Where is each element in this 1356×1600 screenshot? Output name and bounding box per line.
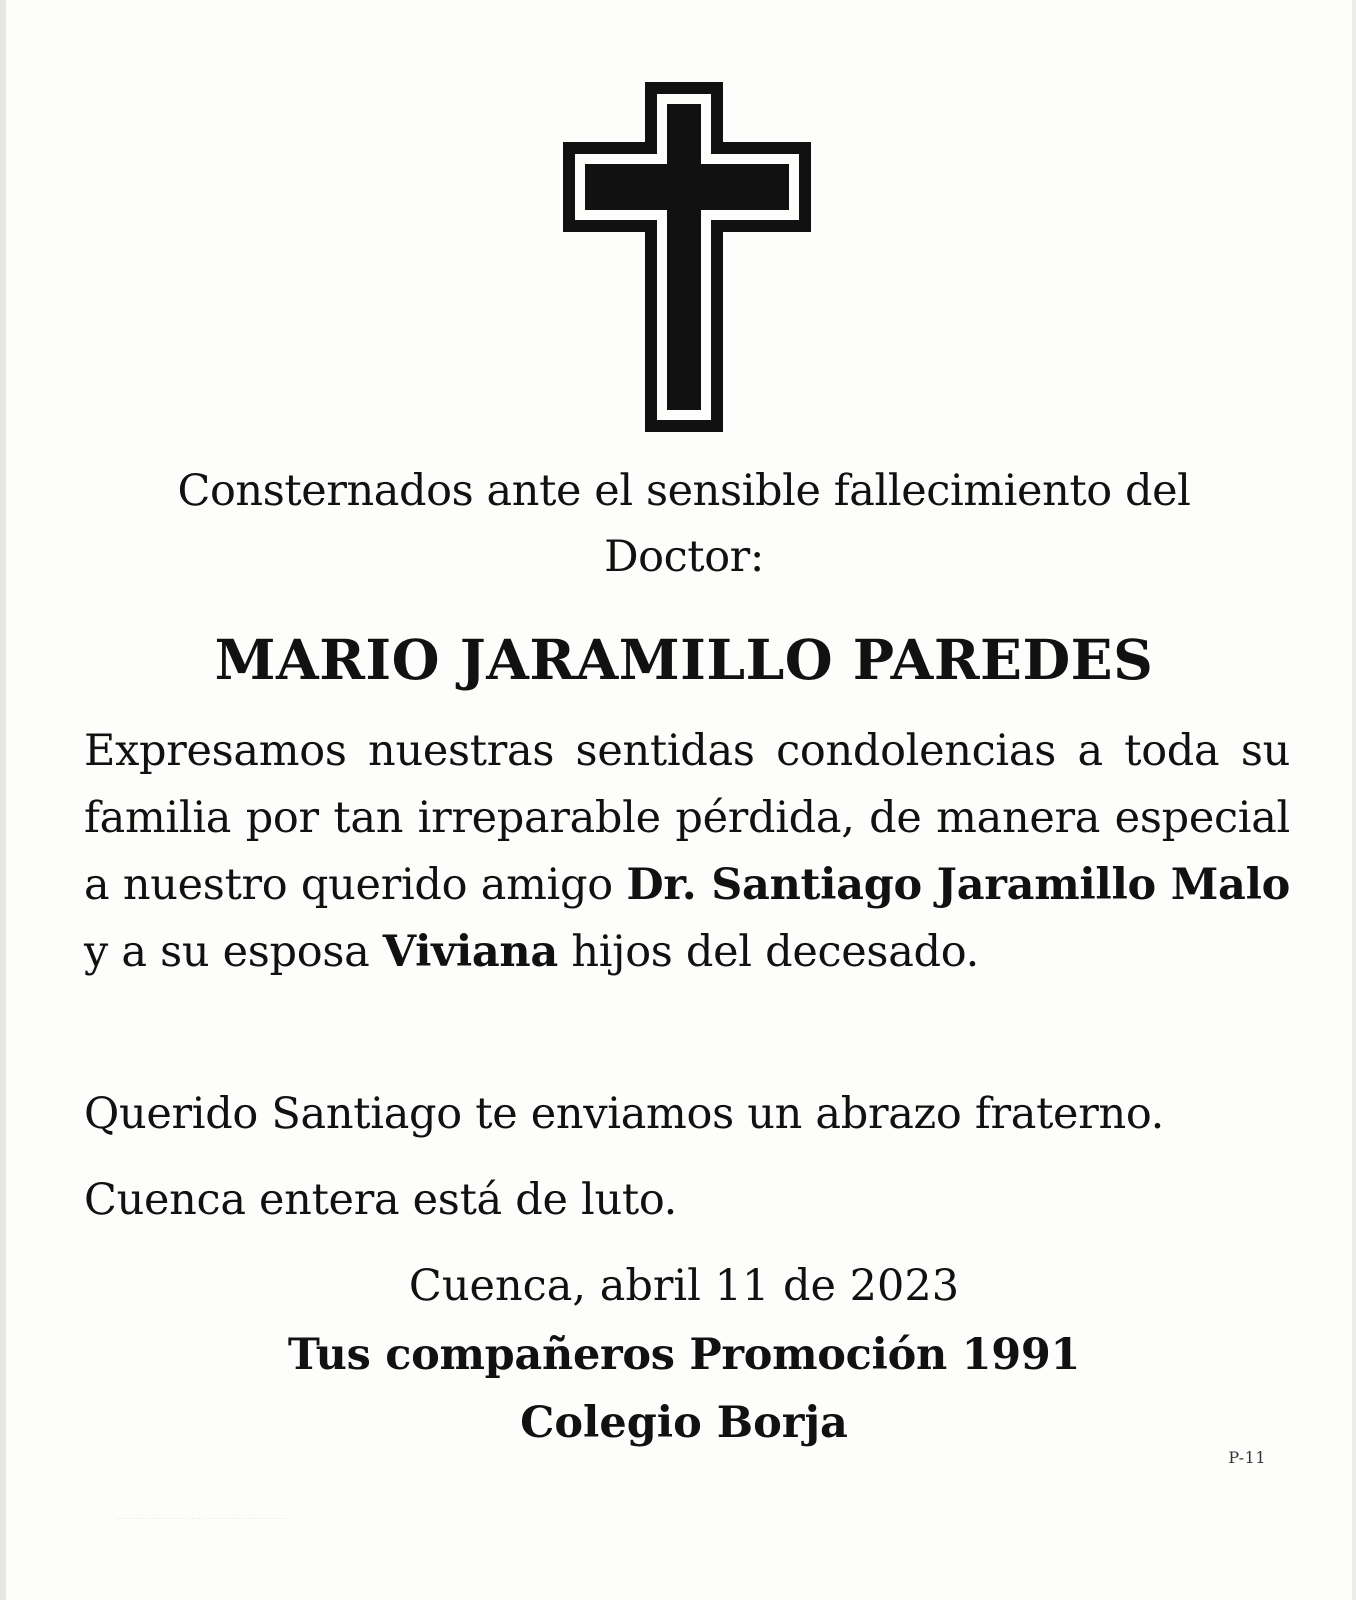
paragraph-bold-name-2: Viviana xyxy=(382,927,558,977)
message-line-1: Querido Santiago te enviamos un abrazo fraterno. xyxy=(84,1089,1165,1139)
message-line-2: Cuenca entera está de luto. xyxy=(84,1175,678,1225)
signature-line-1: Tus compañeros Promoción 1991 xyxy=(287,1330,1081,1380)
print-artifact xyxy=(116,1480,286,1519)
date-line: Cuenca, abril 11 de 2023 xyxy=(408,1261,960,1311)
intro-line-2: Doctor: xyxy=(604,532,764,582)
signature-line-2: Colegio Borja xyxy=(520,1398,848,1448)
paragraph-text-1: Expresamos nuestras sentidas condolencias a toda su familia por tan irreparable pérdida, de manera especial a nuestro querido amigo xyxy=(84,726,1290,910)
deceased-name: MARIO JARAMILLO PAREDES xyxy=(214,627,1154,692)
paragraph-bold-name-1: Dr. Santiago Jaramillo Malo xyxy=(626,860,1290,910)
paragraph-text-2: y a su esposa xyxy=(84,927,383,977)
intro-line-1: Consternados ante el sensible fallecimiento del xyxy=(177,466,1191,516)
intro-text xyxy=(106,458,1262,590)
publication-code: P-11 xyxy=(1228,1448,1266,1467)
paragraph-text-3: hijos del decesado. xyxy=(557,927,979,977)
cross-icon xyxy=(563,82,811,432)
condolence-paragraph xyxy=(84,718,1290,986)
